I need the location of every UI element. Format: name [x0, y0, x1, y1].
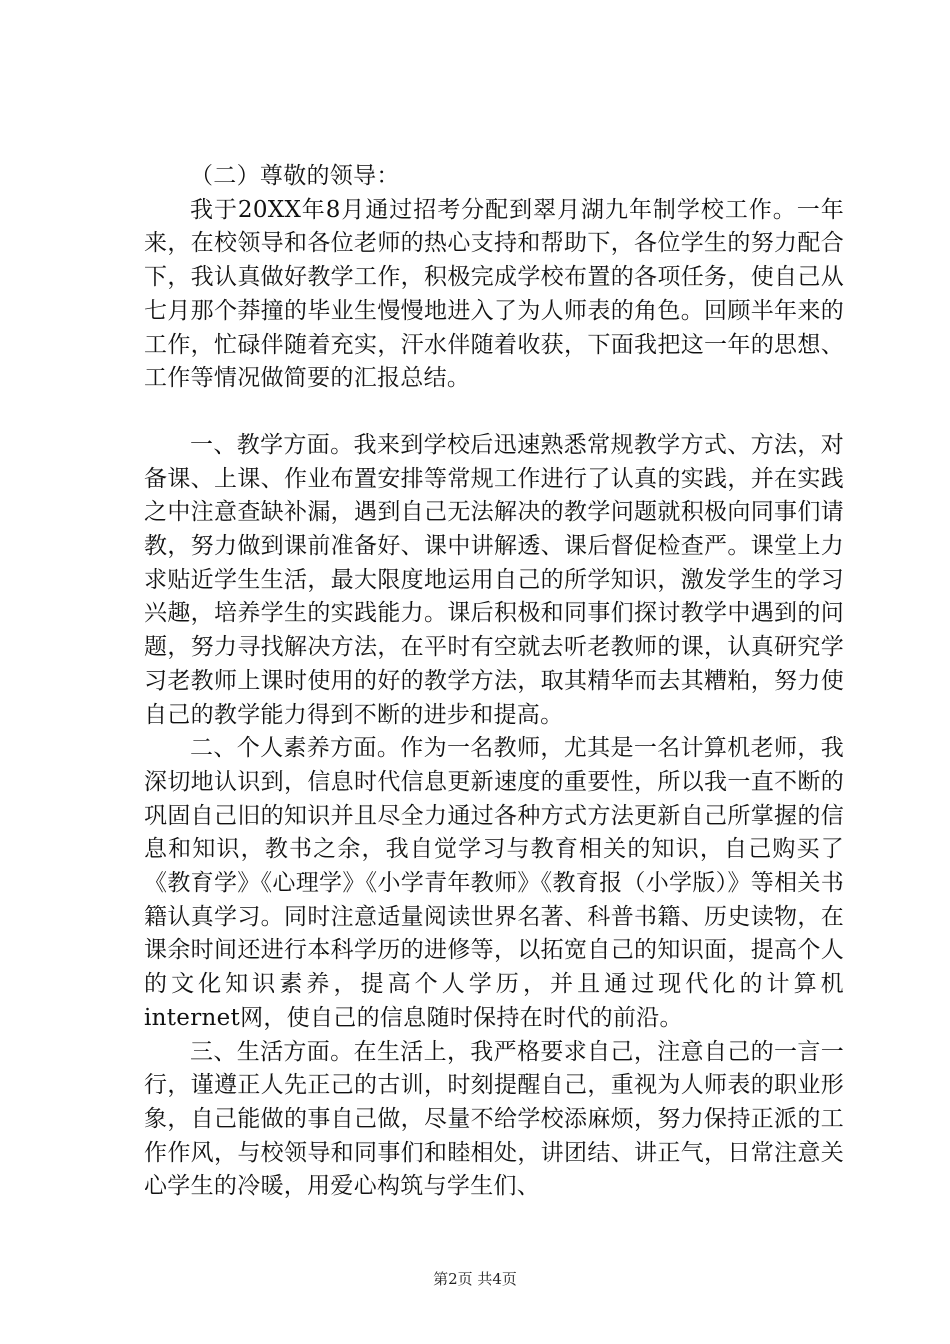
document-body — [144, 160, 844, 1204]
life-paragraph: 三、生活方面。在生活上，我严格要求自己，注意自己的一言一行，谨遵正人先正己的古训，时刻提醒自己，重视为人师表的职业形象，自己能做的事自己做，尽量不给学校添麻烦，努力保持正派的工作作风，与校领导和同事们和睦相处，讲团结、讲正气，日常注意关心学生的冷暖，用爱心构筑与学生们、 — [144, 1038, 844, 1200]
intro-paragraph: 我于20XX年8月通过招考分配到翠月湖九年制学校工作。一年来，在校领导和各位老师的热心支持和帮助下，各位学生的努力配合下，我认真做好教学工作，积极完成学校布置的各项任务，使自己从七月那个莽撞的毕业生慢慢地进入了为人师表的角色。回顾半年来的工作，忙碌伴随着充实，汗水伴随着收获，下面我把这一年的思想、工作等情况做简要的汇报总结。 — [144, 196, 844, 392]
teaching-paragraph: 一、教学方面。我来到学校后迅速熟悉常规教学方式、方法，对备课、上课、作业布置安排等常规工作进行了认真的实践，并在实践之中注意查缺补漏，遇到自己无法解决的教学问题就积极向同事们请教，努力做到课前准备好、课中讲解透、课后督促检查严。课堂上力求贴近学生生活，最大限度地运用自己的所学知识，激发学生的学习兴趣，培养学生的实践能力。课后积极和同事们探讨教学中遇到的问题，努力寻找解决方法，在平时有空就去听老教师的课，认真研究学习老教师上课时使用的好的教学方法，取其精华而去其糟粕，努力使自己的教学能力得到不断的进步和提高。 — [144, 431, 844, 728]
salutation-paragraph: （二）尊敬的领导： — [190, 163, 400, 189]
page-number-footer: 第2页 共4页 — [433, 1270, 517, 1288]
personal-quality-paragraph: 二、个人素养方面。作为一名教师，尤其是一名计算机老师，我深切地认识到，信息时代信息更新速度的重要性，所以我一直不断的巩固自己旧的知识并且尽全力通过各种方式方法更新自己所掌握的信息和知识，教书之余，我自觉学习与教育相关的知识，自己购买了《教育学》《心理学》《小学青年教师》《教育报（小学版）》等相关书籍认真学习。同时注意适量阅读世界名著、科普书籍、历史读物，在课余时间还进行本科学历的进修等，以拓宽自己的知识面，提高个人的文化知识素养，提高个人学历，并且通过现代化的计算机internet网，使自己的信息随时保持在时代的前沿。 — [144, 735, 844, 1031]
